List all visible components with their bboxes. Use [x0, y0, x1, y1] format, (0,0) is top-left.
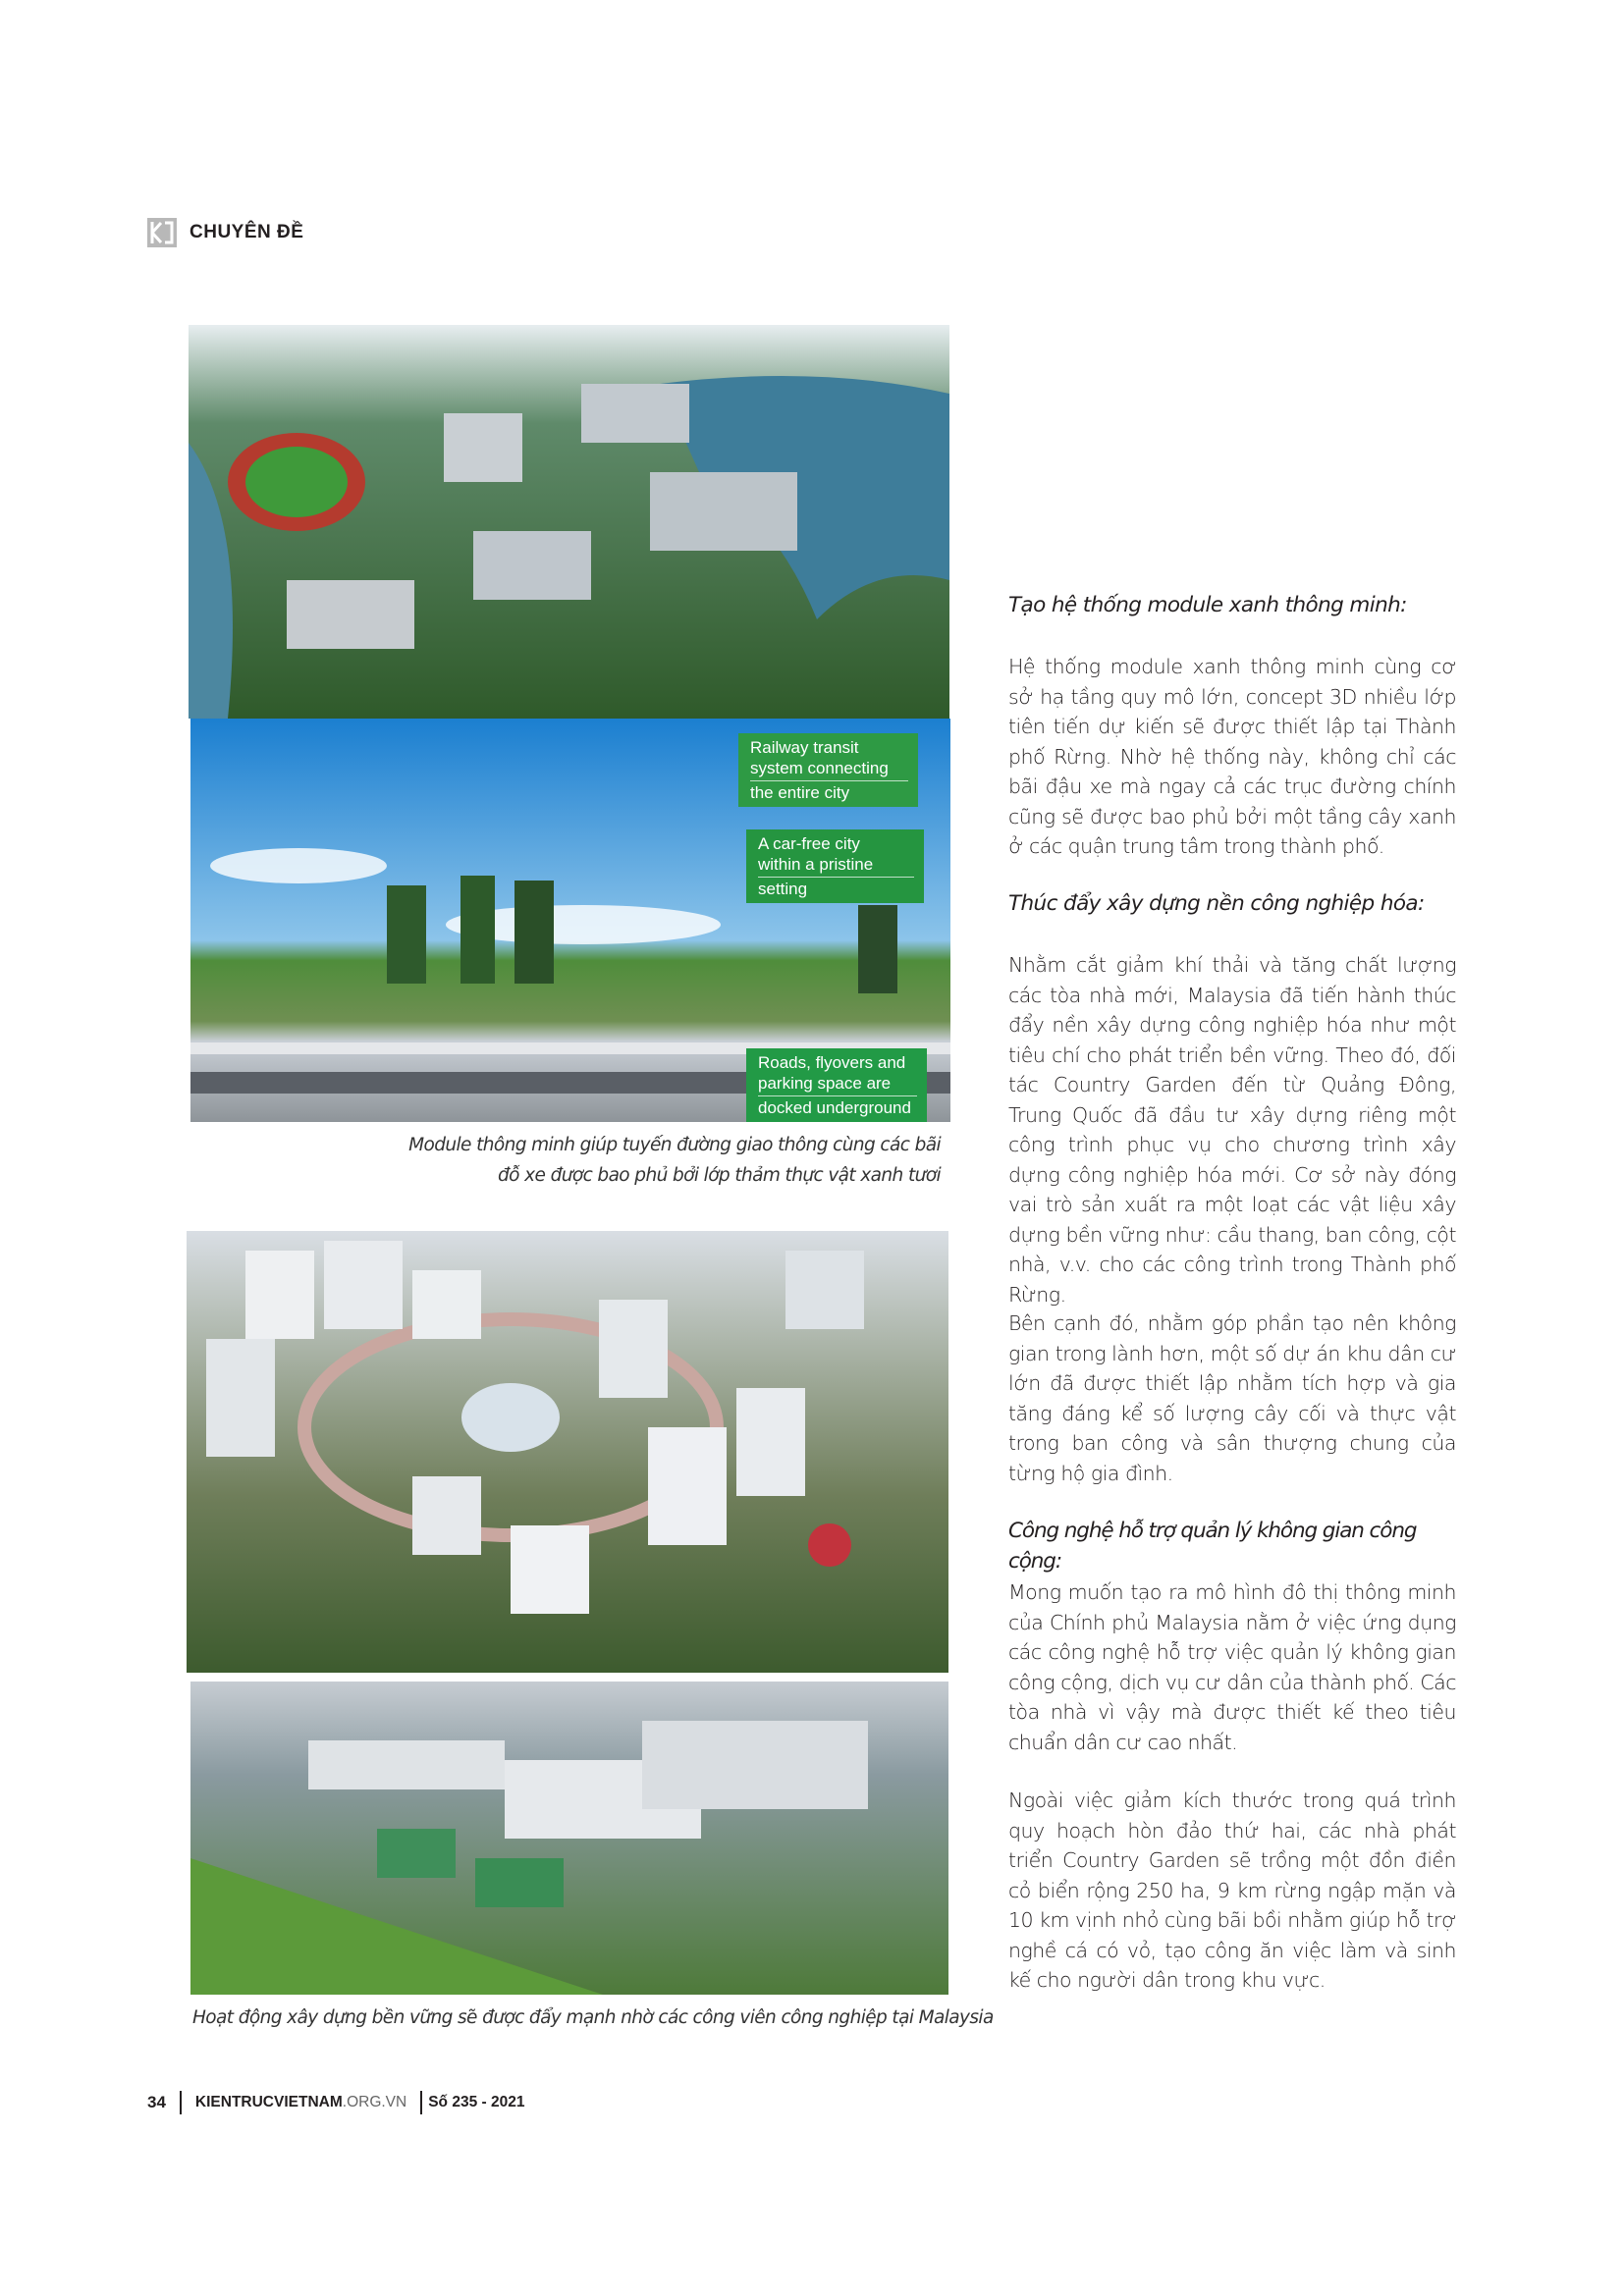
- site-name: KIENTRUCVIETNAM: [194, 2094, 343, 2110]
- callout-line: the entire city: [750, 780, 908, 803]
- page-number: 34: [147, 2093, 166, 2111]
- footer-divider: [180, 2091, 182, 2114]
- caption-line: Module thông minh giúp tuyến đường giao thông cùng các bãi: [408, 1135, 941, 1155]
- caption-line: đỗ xe được bao phủ bởi lớp thảm thực vật xanh tươi: [498, 1165, 941, 1186]
- section-label: CHUYÊN ĐỀ: [189, 222, 304, 242]
- page-footer: [147, 2091, 524, 2114]
- callout-line: Railway transit: [750, 738, 859, 757]
- footer-divider: [420, 2091, 422, 2114]
- industrial-park-aerial-photo: [190, 1682, 948, 1995]
- callout-line: parking space are: [758, 1074, 892, 1093]
- callout-roads-underground: [746, 1048, 927, 1122]
- callout-line: Roads, flyovers and: [758, 1053, 906, 1072]
- figure-caption-1: [295, 1130, 941, 1191]
- site-tld: .ORG.VN: [342, 2094, 407, 2110]
- industrial-park-rendering-photo: [187, 1231, 948, 1673]
- article-paragraph: Hệ thống module xanh thông minh cùng cơ sở hạ tầng quy mô lớn, concept 3D nhiều lớp tiên tiến dự kiến sẽ được thiết lập tại Thành phố Rừng. Nhờ hệ thống này, không chỉ các bãi đậu xe mà ngay cả các trục đường chính cũng sẽ được bao phủ bởi một tầng cây xanh ở các quận trung tâm trong thành phố.: [1008, 655, 1456, 858]
- article-paragraph: Nhằm cắt giảm khí thải và tăng chất lượng các tòa nhà mới, Malaysia đã tiến hành thúc đẩy nền xây dựng công nghiệp hóa như một tiêu chí cho phát triển bền vững. Theo đó, đối tác Country Garden đến từ Quảng Đông, Trung Quốc đã đầu tư xây dựng riêng một công trình phục vụ cho chương trình xây dựng công nghiệp hóa mới. Cơ sở này đóng vai trò sản xuất ra một loạt các vật liệu xây dựng bền vững như: cầu thang, ban công, cột nhà, v.v. cho các công trình trong Thành phố Rừng.: [1008, 953, 1456, 1307]
- figure-caption-2: Hoạt động xây dựng bền vững sẽ được đẩy mạnh nhờ các công viên công nghiệp tại Malaysia: [192, 2007, 994, 2028]
- article-paragraph: Bên cạnh đó, nhằm góp phần tạo nên không gian trong lành hơn, một số dự án khu dân cư lớn đã được thiết lập nhằm tích hợp và gia tăng đáng kể số lượng cây cối và thực vật trong ban công và sân thượng chung của từng hộ gia đình.: [1008, 1311, 1456, 1485]
- article-heading: Thúc đẩy xây dựng nền công nghiệp hóa:: [1008, 891, 1425, 916]
- issue-number: Số 235 - 2021: [428, 2094, 525, 2110]
- callout-line: setting: [758, 877, 914, 899]
- callout-line: within a pristine: [758, 855, 874, 874]
- aerial-forest-city-photo: [189, 325, 949, 719]
- callout-line: A car-free city: [758, 834, 860, 853]
- callout-railway-transit: [738, 733, 918, 807]
- callout-line: docked underground: [758, 1095, 917, 1118]
- article-heading: Công nghệ hỗ trợ quản lý không gian công cộng:: [1008, 1519, 1417, 1574]
- magazine-logo-icon: [147, 218, 177, 247]
- callout-car-free-city: [746, 829, 924, 903]
- callout-line: system connecting: [750, 759, 889, 777]
- article-paragraph: Mong muốn tạo ra mô hình đô thị thông minh của Chính phủ Malaysia nằm ở việc ứng dụng các công nghệ hỗ trợ việc quản lý không gian công cộng, dịch vụ cư dân của thành phố. Các tòa nhà vì vậy mà được thiết kế theo tiêu chuẩn dân cư cao nhất.: [1008, 1580, 1456, 1754]
- article-heading: Tạo hệ thống module xanh thông minh:: [1008, 593, 1407, 617]
- article-paragraph: Ngoài việc giảm kích thước trong quá trình quy hoạch hòn đảo thứ hai, các nhà phát triển Country Garden sẽ trồng một đồn điền cỏ biển rộng 250 ha, 9 km rừng ngập mặn và 10 km vịnh nhỏ cùng bãi bồi nhằm giúp hỗ trợ nghề cá có vỏ, tạo công ăn việc làm và sinh kế cho người dân trong khu vực.: [1008, 1789, 1456, 1992]
